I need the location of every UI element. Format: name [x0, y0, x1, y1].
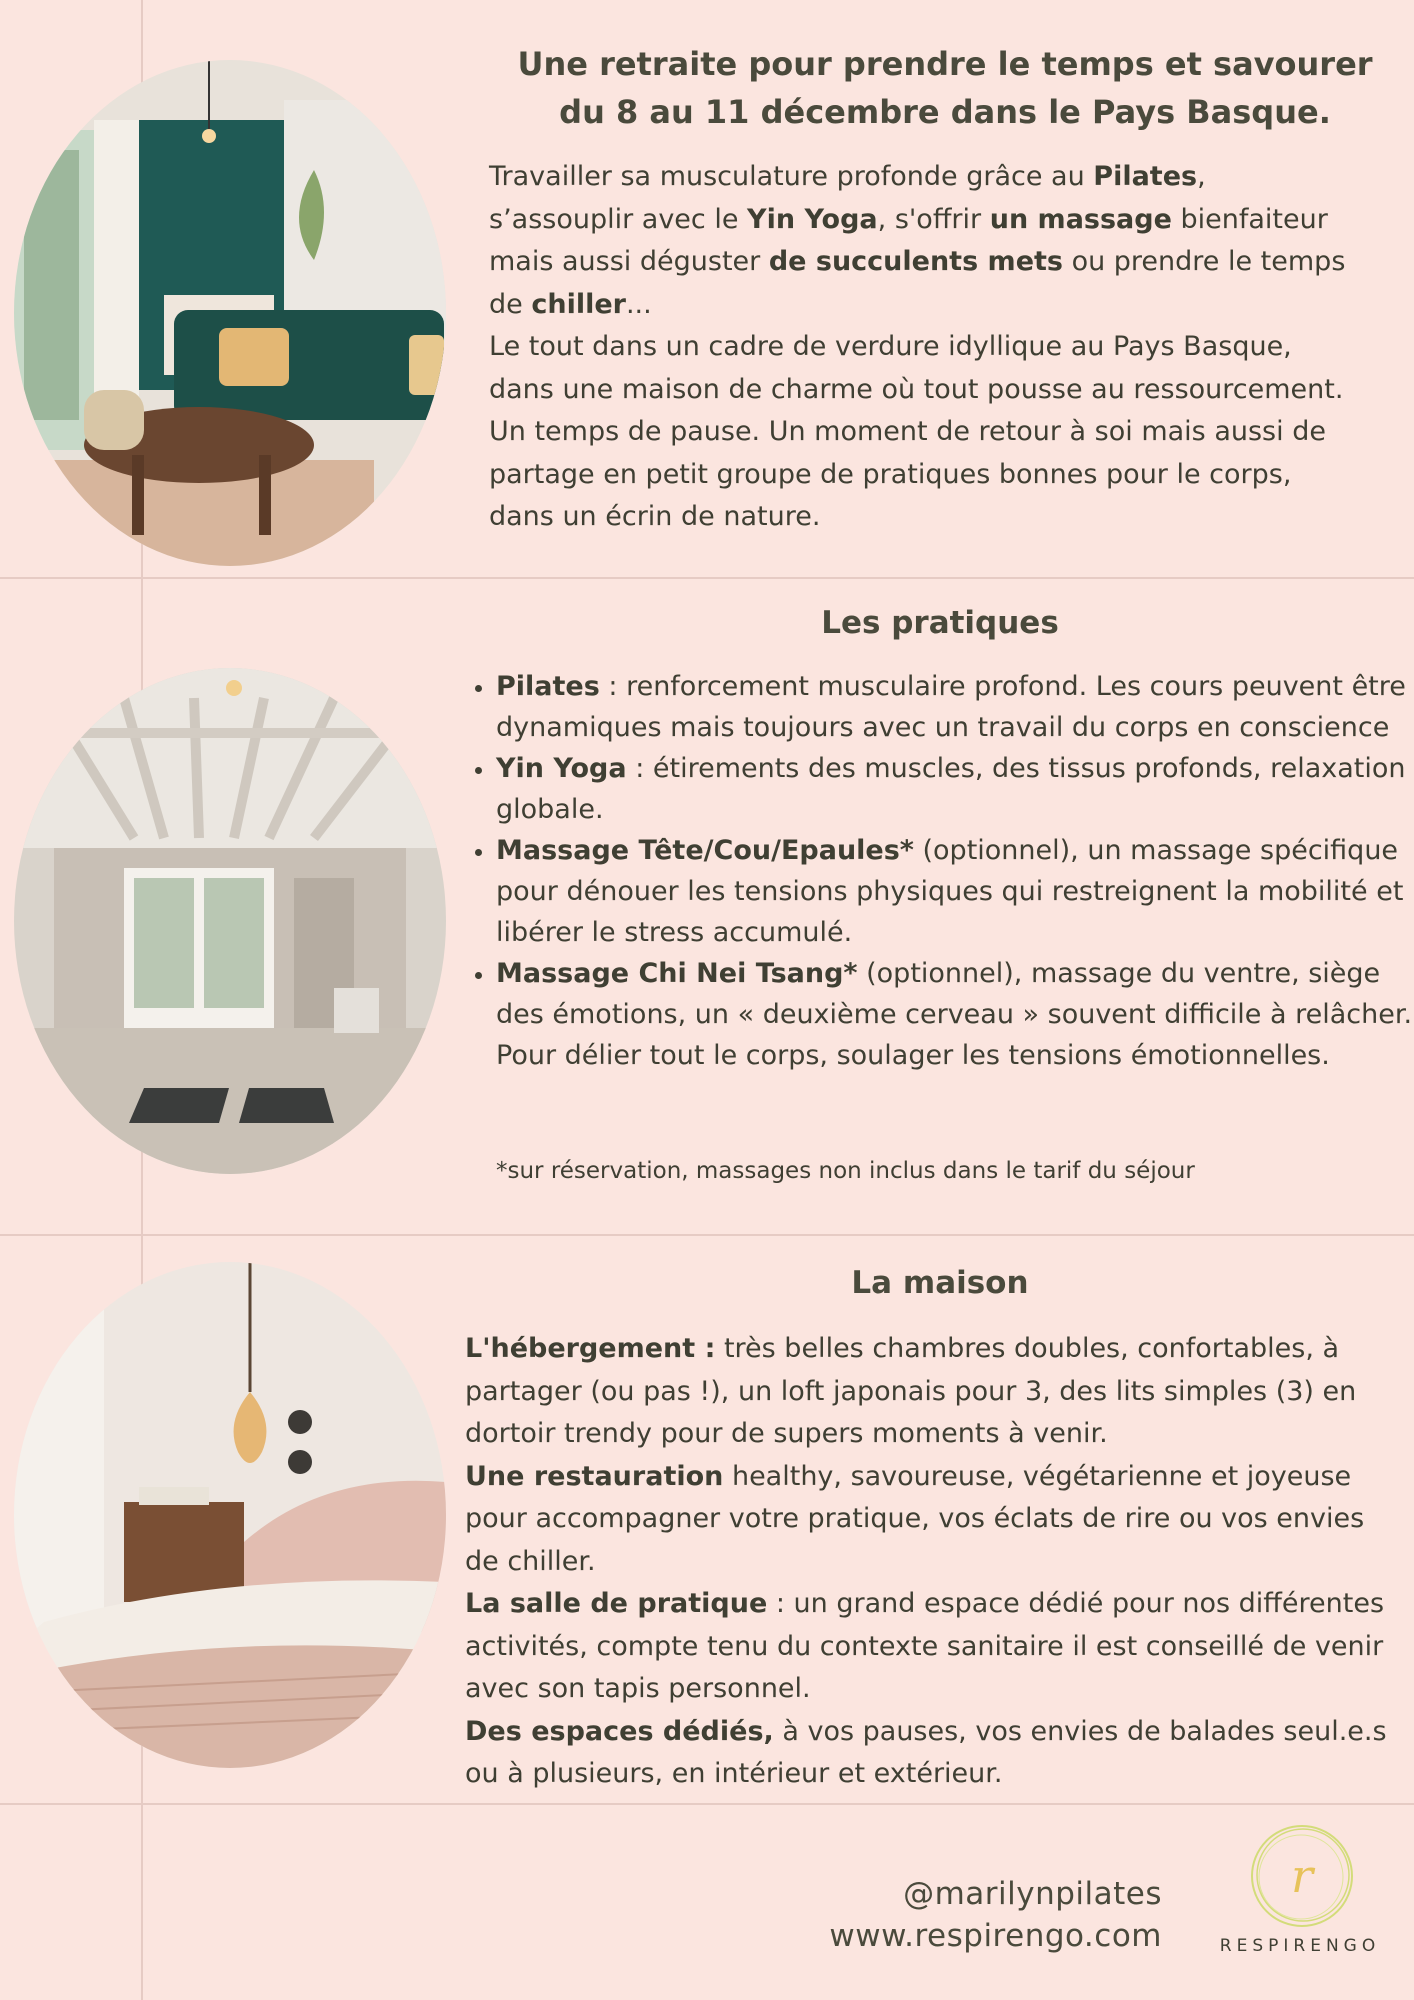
house-block-practice-room: La salle de pratique : un grand espace dédié pour nos différentes activités, compte tenu du contexte sanitaire il est conseillé de venir avec son tapis personnel.	[465, 1588, 1385, 1704]
house-heading: La maison	[851, 1265, 1029, 1301]
logo-letter: r	[1291, 1849, 1313, 1903]
bedroom-photo	[14, 1262, 446, 1768]
practices-heading: Les pratiques	[821, 605, 1059, 641]
house-block-lodging: L'hébergement : très belles chambres doubles, confortables, à partager (ou pas !), un loft japonais pour 3, des lits simples (3) en dortoir trendy pour de supers moments à venir.	[465, 1333, 1357, 1449]
intro-paragraph: Travailler sa musculature profonde grâce au Pilates, s’assouplir avec le Yin Yoga, s'offrir un massage bienfaiteur mais aussi déguster de succulents mets ou prendre le temps de chiller... Le tout dans un cadre de verdure idyllique au Pays Basque, dans une maison de charme où tout pousse au ressourcement. Un temps de pause. Un moment de retour à soi mais aussi de partage en petit groupe de pratiques bonnes pour le corps, dans un écrin de nature.	[489, 161, 1346, 532]
house-block-food: Une restauration healthy, savoureuse, végétarienne et joyeuse pour accompagner votre pratique, vos éclats de rire ou vos envies de chiller.	[465, 1460, 1365, 1577]
intro-heading	[500, 40, 1390, 136]
practices-footnote: *sur réservation, massages non inclus dans le tarif du séjour	[496, 1158, 1195, 1184]
respirengo-logo	[1246, 1820, 1358, 1932]
practice-room-photo	[14, 668, 446, 1174]
divider-3	[0, 1803, 1414, 1805]
intro-heading-line1: Une retraite pour prendre le temps et savourer	[517, 45, 1373, 83]
brand-name: RESPIRENGO	[1219, 1936, 1381, 1956]
practice-item-yin-yoga: • Yin Yoga : étirements des muscles, des tissus profonds, relaxation globale.	[496, 748, 1414, 830]
practice-item-pilates: • Pilates : renforcement musculaire profond. Les cours peuvent être dynamiques mais toujours avec un travail du corps en conscience	[496, 666, 1414, 748]
instagram-handle[interactable]: @marilynpilates	[903, 1876, 1162, 1912]
divider-2	[0, 1234, 1414, 1236]
divider-1	[0, 577, 1414, 579]
intro-heading-line2: du 8 au 11 décembre dans le Pays Basque.	[559, 93, 1331, 131]
living-room-photo	[14, 60, 446, 566]
practices-list	[462, 666, 1414, 1076]
website-link[interactable]: www.respirengo.com	[829, 1918, 1162, 1954]
house-block-spaces: Des espaces dédiés, à vos pauses, vos envies de balades seul.e.s ou à plusieurs, en intérieur et extérieur.	[465, 1715, 1387, 1789]
practice-item-massage-head: • Massage Tête/Cou/Epaules* (optionnel), un massage spécifique pour dénouer les tensions physiques qui restreignent la mobilité et libérer le stress accumulé.	[496, 830, 1414, 953]
practice-item-massage-chi: • Massage Chi Nei Tsang* (optionnel), massage du ventre, siège des émotions, un « deuxième cerveau » souvent difficile à relâcher. Pour délier tout le corps, soulager les tensions émotionnelles.	[496, 953, 1414, 1076]
house-text	[465, 1328, 1405, 1796]
